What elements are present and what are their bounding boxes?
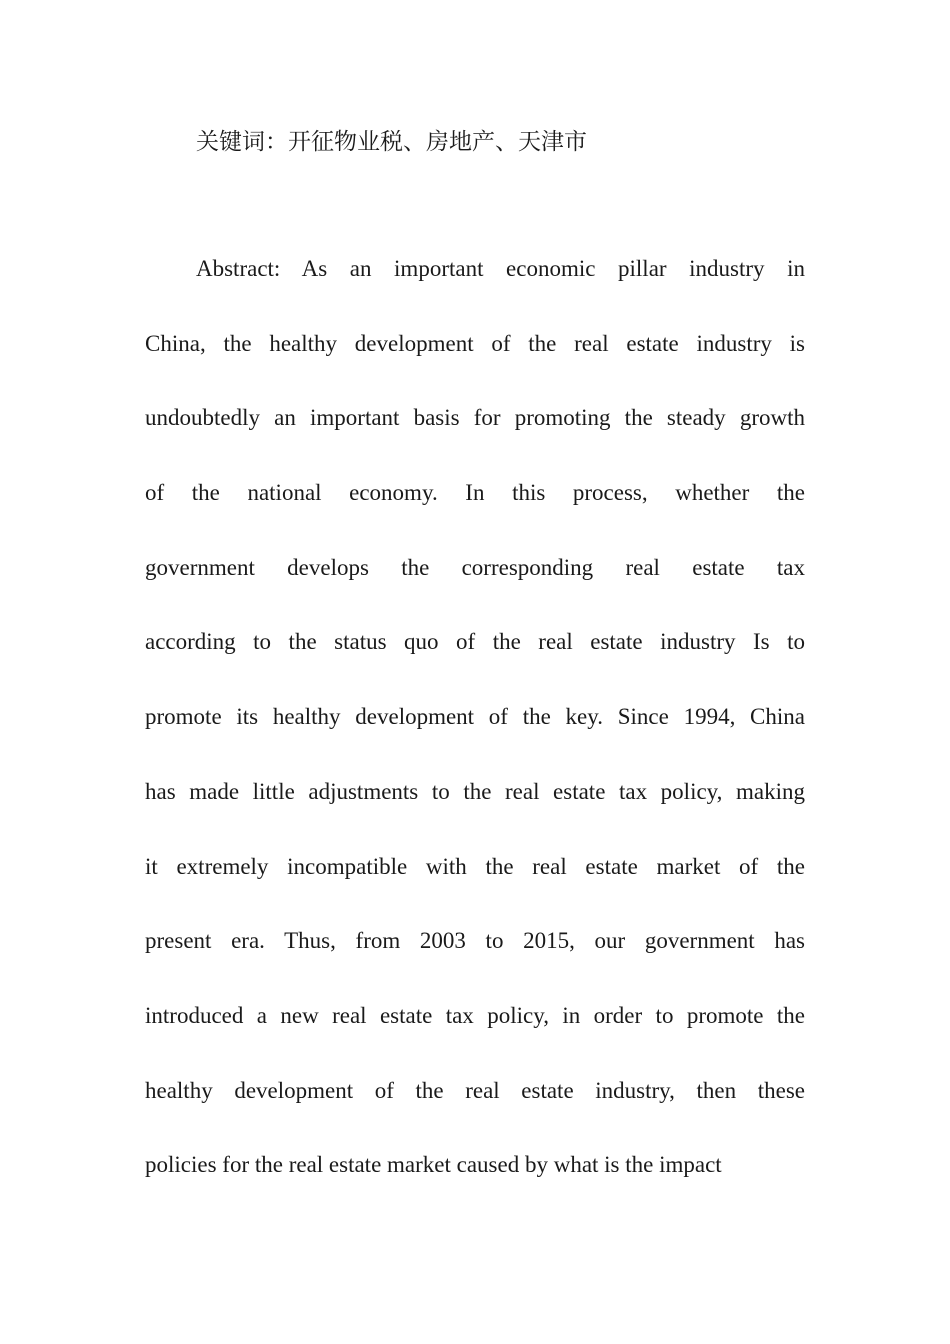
abstract-line: undoubtedly an important basis for promoting the steady growth <box>145 405 805 431</box>
keywords-line: 关键词：开征物业税、房地产、天津市 <box>196 129 587 155</box>
abstract-line: present era. Thus, from 2003 to 2015, our government has <box>145 928 805 954</box>
abstract-line: it extremely incompatible with the real estate market of the <box>145 853 805 879</box>
abstract-line: Abstract: As an important economic pillar industry in <box>196 256 805 281</box>
abstract-line: policies for the real estate market caused by what is the impact <box>145 1152 722 1178</box>
abstract-line: government develops the corresponding real estate tax <box>145 554 805 580</box>
abstract-line: healthy development of the real estate industry, then these <box>145 1077 805 1103</box>
abstract-paragraph <box>145 232 805 1203</box>
abstract-line: China, the healthy development of the real estate industry is <box>145 330 805 356</box>
abstract-line: introduced a new real estate tax policy, in order to promote the <box>145 1002 805 1028</box>
abstract-line: according to the status quo of the real estate industry Is to <box>145 629 805 655</box>
abstract-line: promote its healthy development of the key. Since 1994, China <box>145 704 805 730</box>
abstract-line: has made little adjustments to the real estate tax policy, making <box>145 778 805 804</box>
abstract-line: of the national economy. In this process, whether the <box>145 480 805 506</box>
